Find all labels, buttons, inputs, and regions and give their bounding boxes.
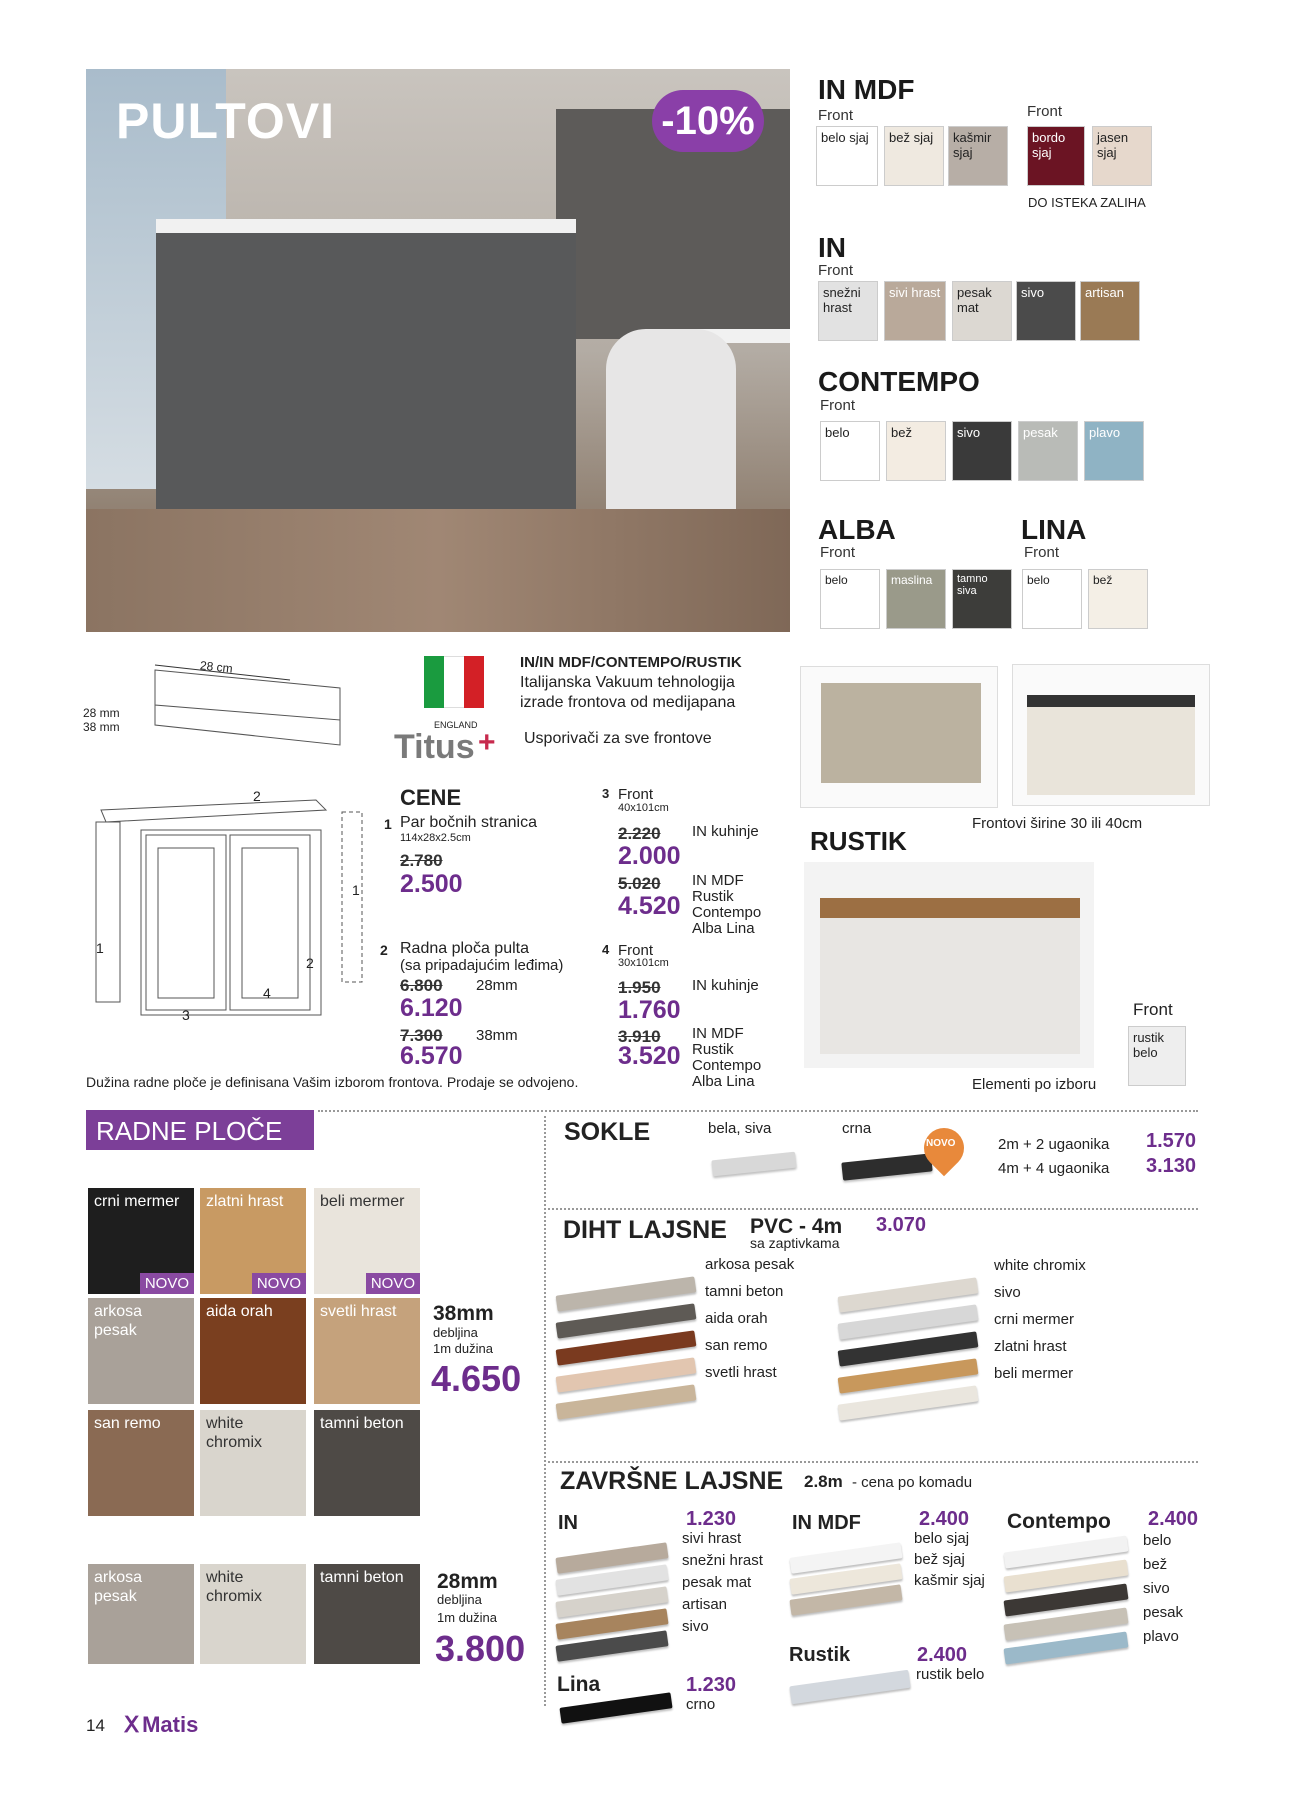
sokle-price-1: 1.570 (1146, 1130, 1197, 1152)
diht-item-label: crni mermer (994, 1311, 1075, 1328)
countertop-tile-label: white chromix (206, 1415, 263, 1451)
thickness-28: 28mm (437, 1570, 498, 1593)
hero-image (86, 69, 790, 632)
separator (548, 1461, 1198, 1463)
countertop-tile (314, 1564, 420, 1664)
swatch-lina-bez: bež (1088, 569, 1148, 629)
brand-line-1: IN/IN MDF/CONTEMPO/RUSTIK (520, 654, 742, 671)
diagram-num-4: 4 (263, 985, 271, 1001)
separator-vertical (544, 1116, 546, 1706)
cene-item2-name: Radna ploča pulta (400, 940, 529, 957)
swatch-in-artisan: artisan (1080, 281, 1140, 341)
thickness-28-duzina: 1m dužina (437, 1610, 497, 1625)
diht-item-label: zlatni hrast (994, 1338, 1067, 1355)
countertop-tile (88, 1298, 194, 1404)
in-mdf-front-label-2: Front (1027, 103, 1063, 120)
novo-badge-text: NOVO (926, 1138, 956, 1149)
cene-item1-old-price: 2.780 (400, 851, 443, 870)
diht-title: DIHT LAJSNE (563, 1216, 727, 1244)
zavrsne-contempo-item: bež (1143, 1556, 1168, 1573)
zavrsne-in-item: artisan (682, 1596, 728, 1613)
zavrsne-contempo-item: plavo (1143, 1628, 1179, 1645)
in-mdf-front-label: Front (818, 107, 854, 124)
sokle-option-2: crna (842, 1120, 872, 1137)
cene-item2-size-38: 38mm (476, 1027, 518, 1044)
countertop-tile (314, 1298, 420, 1404)
titus-logo-text: Titus (394, 728, 475, 766)
diht-price: 3.070 (876, 1214, 927, 1236)
diht-subtitle: PVC - 4m (750, 1215, 843, 1238)
discount-badge (652, 90, 764, 152)
zavrsne-contempo-item: sivo (1143, 1580, 1170, 1597)
matis-logo (124, 1712, 198, 1738)
swatch-in-mdf-bordo-sjaj: bordo sjaj (1027, 126, 1085, 186)
zavrsne-lina-item: crno (686, 1696, 716, 1713)
sokle-sample-dark (841, 1153, 932, 1180)
diagram-num-1-left: 1 (96, 940, 104, 956)
price-38mm: 4.650 (431, 1358, 522, 1399)
zavrsne-contempo-item: belo (1143, 1532, 1172, 1549)
sokle-title: SOKLE (564, 1118, 651, 1146)
sokle-price-2: 3.130 (1146, 1155, 1197, 1177)
cene-item3-dim: 40x101cm (618, 802, 669, 814)
countertop-tile (88, 1188, 194, 1294)
alba-front-label: Front (820, 544, 856, 561)
countertop-tile-label: svetli hrast (320, 1303, 397, 1320)
cene-item3-num: 3 (602, 786, 610, 801)
hero-title: PULTOVI (116, 93, 336, 149)
contempo-front-label: Front (820, 397, 856, 414)
countertop-tile (200, 1298, 306, 1404)
lajsna-sample-rustik-belo (789, 1670, 910, 1705)
rustik-frontovi-note: Frontovi širine 30 ili 40cm (972, 815, 1143, 832)
rustik-title: RUSTIK (810, 826, 907, 856)
diht-item-label: tamni beton (705, 1283, 784, 1300)
countertop-tile-label: san remo (94, 1415, 161, 1432)
novo-tag: NOVO (252, 1273, 306, 1294)
cene-item3-old-price-2: 5.020 (618, 874, 661, 893)
swatch-contempo-sivo: sivo (952, 421, 1012, 481)
countertop-tile (200, 1188, 306, 1294)
separator (548, 1208, 1198, 1210)
in-title: IN (818, 232, 846, 263)
countertop-tile-label: aida orah (206, 1303, 273, 1320)
thickness-38-debljina: debljina (433, 1325, 478, 1340)
cene-title: CENE (400, 785, 462, 810)
zavrsne-lina-title: Lina (557, 1673, 601, 1696)
cene-item4-label-1: IN kuhinje (692, 977, 759, 994)
price-28mm: 3.800 (435, 1628, 526, 1669)
thickness-38: 38mm (433, 1302, 494, 1325)
zavrsne-lina-price: 1.230 (686, 1674, 737, 1696)
zavrsne-contempo-item: pesak (1143, 1604, 1184, 1621)
countertop-tile-label: tamni beton (320, 1569, 404, 1586)
countertop-tile (200, 1410, 306, 1516)
swatch-in-sivo: sivo (1016, 281, 1076, 341)
diht-item-label: sivo (994, 1284, 1021, 1301)
swatch-alba-belo: belo (820, 569, 880, 629)
diht-item-label: san remo (705, 1337, 768, 1354)
product-image-white-counter (1012, 664, 1210, 806)
cene-item3-price-2: 4.520 (618, 892, 681, 920)
zavrsne-inmdf-item: kašmir sjaj (914, 1572, 985, 1589)
titus-logo-sub: ENGLAND (434, 720, 478, 730)
cene-item3-price-1: 2.000 (618, 842, 681, 870)
titus-logo (394, 722, 504, 766)
cene-item3-name: Front (618, 786, 654, 803)
swatch-in-mdf-kasmir-sjaj: kašmir sjaj (948, 126, 1008, 186)
zavrsne-in-item: pesak mat (682, 1574, 752, 1591)
lina-front-label: Front (1024, 544, 1060, 561)
zavrsne-rustik-price: 2.400 (917, 1644, 968, 1666)
swatch-contempo-belo: belo (820, 421, 880, 481)
zavrsne-inmdf-price: 2.400 (919, 1508, 970, 1530)
radne-ploce-header (86, 1110, 314, 1150)
italy-flag (424, 656, 484, 708)
zavrsne-contempo-title: Contempo (1007, 1510, 1111, 1533)
countertop-tile-label: tamni beton (320, 1415, 404, 1432)
cene-item2-price-28: 6.120 (400, 994, 463, 1022)
cene-item2-price-38: 6.570 (400, 1042, 463, 1070)
zavrsne-length: 2.8m (804, 1472, 843, 1491)
titus-text: Usporivači za sve frontove (524, 730, 712, 747)
separator (318, 1110, 1198, 1112)
in-mdf-title: IN MDF (818, 74, 915, 105)
swatch-contempo-bez: bež (886, 421, 946, 481)
novo-tag: NOVO (366, 1273, 420, 1294)
cene-item4-old-price-2: 3.910 (618, 1027, 661, 1046)
zavrsne-in-item: sivi hrast (682, 1530, 742, 1547)
cene-item1-num: 1 (384, 816, 392, 832)
swatch-alba-maslina: maslina (886, 569, 946, 629)
zavrsne-in-item: snežni hrast (682, 1552, 763, 1569)
diht-subtitle-2: sa zaptivkama (750, 1235, 840, 1251)
countertop-tile (200, 1564, 306, 1664)
sokle-sample-light (711, 1152, 796, 1177)
countertop-tile (314, 1188, 420, 1294)
countertop-tile-label: arkosa pesak (94, 1569, 143, 1605)
diagram-num-3: 3 (182, 1007, 190, 1023)
rustik-elementi-note: Elementi po izboru (972, 1076, 1097, 1093)
swatch-in-sivi-hrast: sivi hrast (884, 281, 946, 341)
novo-tag: NOVO (140, 1273, 194, 1294)
swatch-in-mdf-belo-sjaj: belo sjaj (816, 126, 878, 186)
cene-note: Dužina radne ploče je definisana Vašim izborom frontova. Prodaje se odvojeno. (86, 1074, 579, 1090)
diht-item-label: beli mermer (994, 1365, 1074, 1382)
radne-ploce-title: RADNE PLOČE (96, 1116, 283, 1146)
cene-item4-name: Front (618, 942, 654, 959)
swatch-alba-tamno-siva: tamno siva (952, 569, 1012, 629)
chair (606, 329, 736, 519)
swatch-in-pesak-mat: pesak mat (952, 281, 1012, 341)
countertop-tile-label: beli mermer (320, 1193, 405, 1210)
cene-item4-price-2: 3.520 (618, 1042, 681, 1070)
cene-item1-name: Par bočnih stranica (400, 814, 537, 831)
cene-item2-size-28: 28mm (476, 977, 518, 994)
lina-title: LINA (1021, 514, 1087, 545)
cabinet-exploded-diagram (86, 790, 386, 1025)
zavrsne-inmdf-item: belo sjaj (914, 1530, 970, 1547)
cene-item2-num: 2 (380, 942, 388, 958)
diht-item-label: white chromix (994, 1257, 1086, 1274)
swatch-rustik-belo: rustik belo (1128, 1026, 1186, 1086)
cene-item4-dim: 30x101cm (618, 957, 669, 969)
sokle-option-1: bela, siva (708, 1120, 772, 1137)
diagram-num-2-bottom: 2 (306, 955, 314, 971)
zavrsne-length-note: - cena po komadu (852, 1474, 973, 1491)
in-mdf-note: DO ISTEKA ZALIHA (1028, 195, 1146, 210)
cene-item3-old-price-1: 2.220 (618, 824, 661, 843)
countertop-tile (88, 1410, 194, 1516)
swatch-contempo-plavo: plavo (1084, 421, 1144, 481)
zavrsne-rustik-title: Rustik (789, 1644, 851, 1666)
cene-item4-price-1: 1.760 (618, 996, 681, 1024)
rustik-front-label: Front (1133, 1000, 1173, 1019)
matis-logo-icon: Ⅹ (124, 1712, 140, 1737)
swatch-in-mdf-bez-sjaj: bež sjaj (884, 126, 944, 186)
brand-line-3: izrade frontova od medijapana (520, 694, 736, 711)
swatch-in-mdf-jasen-sjaj: jasen sjaj (1092, 126, 1152, 186)
sokle-line-2: 4m + 4 ugaonika (998, 1160, 1110, 1177)
diagram-num-1-right: 1 (352, 882, 360, 898)
cene-item1-dim: 114x28x2.5cm (400, 832, 471, 844)
cene-item4-old-price-1: 1.950 (618, 978, 661, 997)
diht-item-label: arkosa pesak (705, 1256, 795, 1273)
zavrsne-rustik-item: rustik belo (916, 1666, 985, 1683)
cene-item3-label-1: IN kuhinje (692, 823, 759, 840)
zavrsne-inmdf-title: IN MDF (792, 1512, 861, 1534)
zavrsne-in-title: IN (558, 1512, 578, 1534)
countertop-tile (314, 1410, 420, 1516)
matis-logo-text: Matis (142, 1712, 199, 1737)
cene-item3-label-2: IN MDF Rustik Contempo Alba Lina (692, 872, 762, 937)
swatch-in-snezni-hrast: snežni hrast (818, 281, 878, 341)
zavrsne-title: ZAVRŠNE LAJSNE (560, 1467, 784, 1495)
cene-item2-old-price-28: 6.800 (400, 976, 443, 995)
diht-item-label: aida orah (705, 1310, 768, 1327)
thickness-38-duzina: 1m dužina (433, 1341, 493, 1356)
cene-item4-num: 4 (602, 942, 610, 957)
cene-item2-old-price-38: 7.300 (400, 1026, 443, 1045)
plus-icon: + (478, 726, 496, 759)
thickness-28-debljina: debljina (437, 1592, 482, 1607)
dim-width: 28 cm (199, 658, 234, 676)
zavrsne-in-price: 1.230 (686, 1508, 737, 1530)
swatch-lina-belo: belo (1022, 569, 1082, 629)
countertop-tile-label: crni mermer (94, 1193, 180, 1210)
zavrsne-contempo-price: 2.400 (1148, 1508, 1199, 1530)
floor (86, 509, 790, 632)
zavrsne-inmdf-item: bež sjaj (914, 1551, 965, 1568)
diht-item-label: svetli hrast (705, 1364, 777, 1381)
cene-item4-label-2: IN MDF Rustik Contempo Alba Lina (692, 1025, 762, 1090)
zavrsne-in-item: sivo (682, 1618, 709, 1635)
swatch-contempo-pesak: pesak (1018, 421, 1078, 481)
discount-text: -10% (661, 98, 755, 143)
cene-item2-name2: (sa pripadajućim leđima) (400, 957, 564, 974)
product-image-rustik-counter (804, 862, 1094, 1068)
in-front-label: Front (818, 262, 854, 279)
sokle-line-1: 2m + 2 ugaonika (998, 1136, 1110, 1153)
countertop-tile-label: arkosa pesak (94, 1303, 143, 1339)
countertop-tile-label: white chromix (206, 1569, 263, 1605)
alba-title: ALBA (818, 514, 896, 545)
product-image-beige-counter (800, 666, 998, 808)
page-number: 14 (86, 1716, 105, 1735)
countertop-tile (88, 1564, 194, 1664)
cene-item1-price: 2.500 (400, 870, 463, 898)
dim-height-38: 38 mm (83, 720, 120, 734)
diagram-num-2-top: 2 (253, 788, 261, 804)
countertop-tile-label: zlatni hrast (206, 1193, 284, 1210)
brand-line-2: Italijanska Vakuum tehnologija (520, 674, 735, 691)
contempo-title: CONTEMPO (818, 366, 980, 397)
dim-height-28: 28 mm (83, 706, 120, 720)
